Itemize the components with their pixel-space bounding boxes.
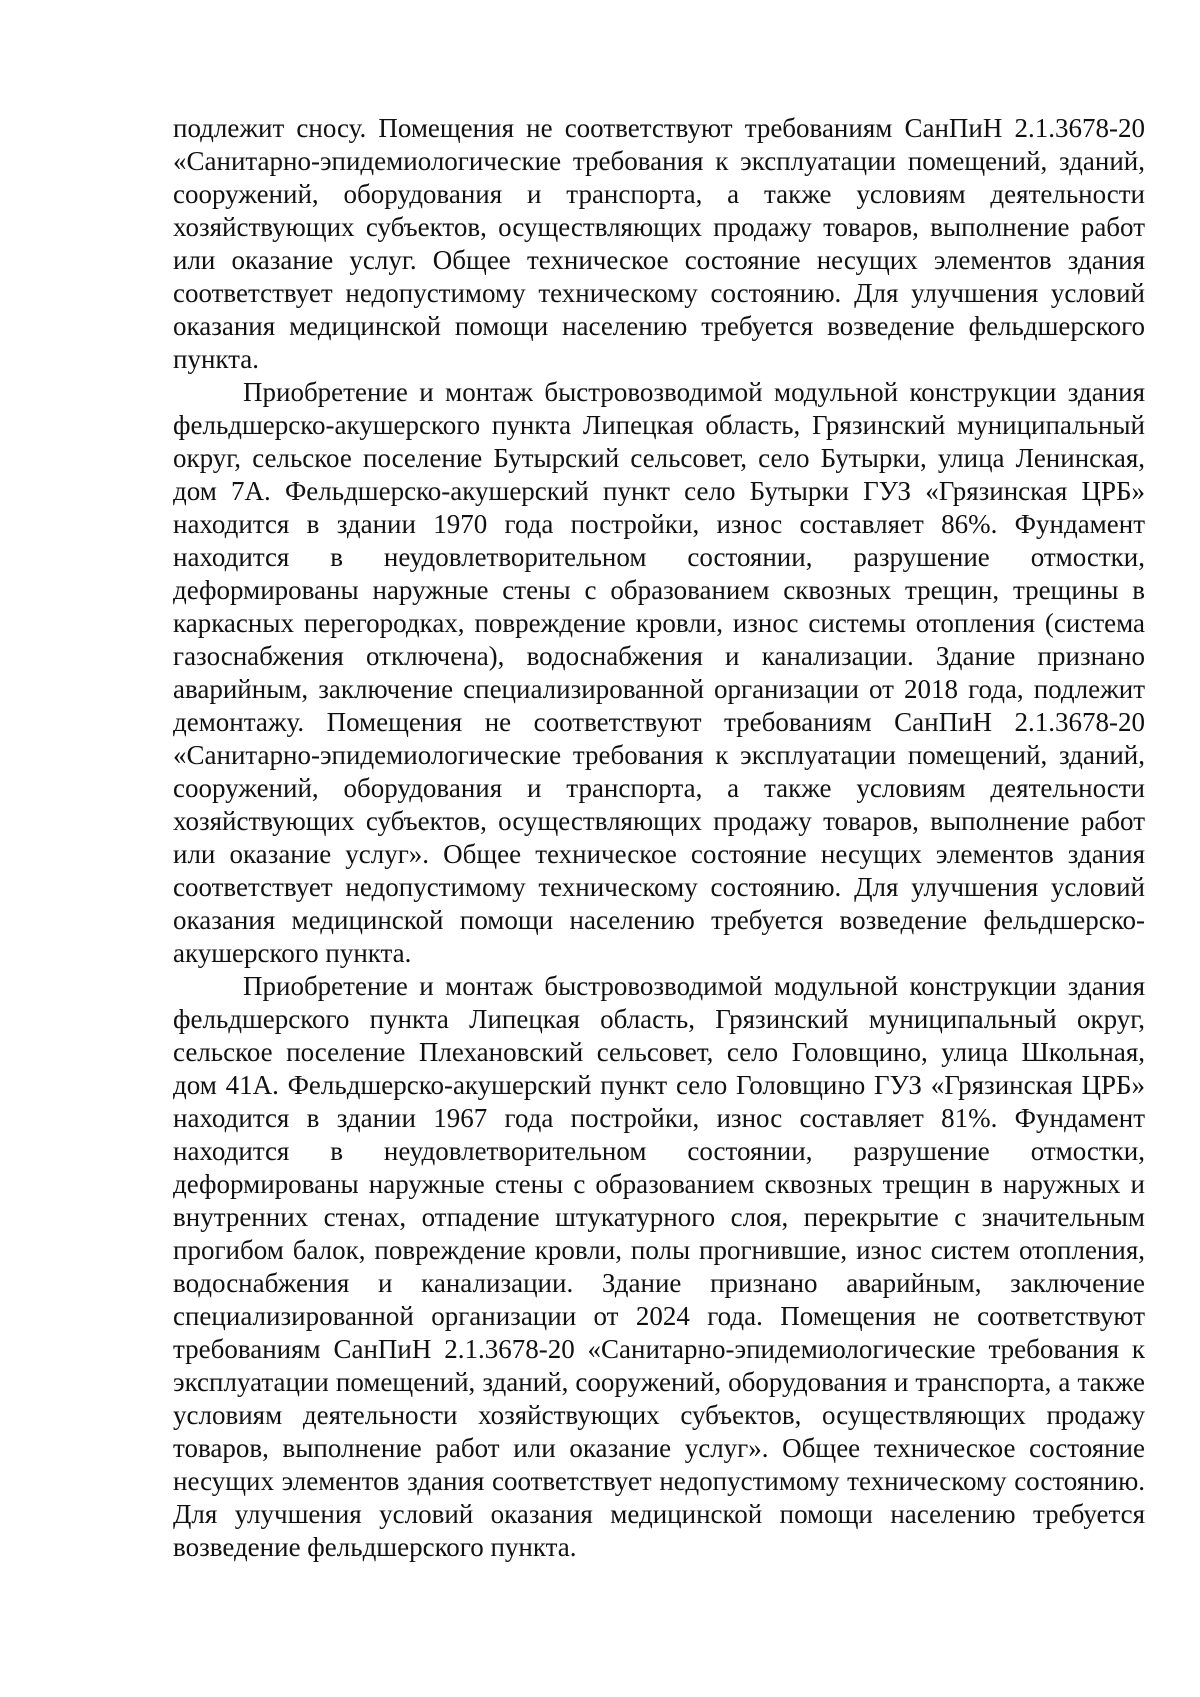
paragraph-golovshchino-fp: Приобретение и монтаж быстровозводимой модульной конструкции здания фельдшерского пункта Липецкая область, Грязинский муниципальный округ, сельское поселение Плехановский сельсовет, село Головщино, улица Школьная, дом 41А. Фельдшерско-акушерский пункт село Головщино ГУЗ «Грязинская ЦРБ» находится в здании 1967 года постройки, износ составляет 81%. Фундамент находится в неудовлетворительном состоянии, разрушение отмостки, деформированы наружные стены с образованием сквозных трещин в наружных и внутренних стенах, отпадение штукатурного слоя, перекрытие с значительным прогибом балок, повреждение кровли, полы прогнившие, износ систем отопления, водоснабжения и канализации. Здание признано аварийным, заключение специализированной организации от 2024 года. Помещения не соответствуют требованиям СанПиН 2.1.3678-20 «Санитарно-эпидемиологические требования к эксплуатации помещений, зданий, сооружений, оборудования и транспорта, а также условиям деятельности хозяйствующих субъектов, осуществляющих продажу товаров, выполнение работ или оказание услуг». Общее техническое состояние несущих элементов здания соответствует недопустимому техническому состоянию. Для улучшения условий оказания медицинской помощи населению требуется возведение фельдшерского пункта. bbox=[173, 971, 1145, 1562]
document-page bbox=[173, 112, 1145, 1564]
paragraph-continuation: подлежит сносу. Помещения не соответствуют требованиям СанПиН 2.1.3678-20 «Санитарно-эпидемиологические требования к эксплуатации помещений, зданий, сооружений, оборудования и транспорта, а также условиям деятельности хозяйствующих субъектов, осуществляющих продажу товаров, выполнение работ или оказание услуг. Общее техническое состояние несущих элементов здания соответствует недопустимому техническому состоянию. Для улучшения условий оказания медицинской помощи населению требуется возведение фельдшерского пункта. bbox=[173, 113, 1145, 374]
paragraph-butyrki-fap: Приобретение и монтаж быстровозводимой модульной конструкции здания фельдшерско-акушерского пункта Липецкая область, Грязинский муниципальный округ, сельское поселение Бутырский сельсовет, село Бутырки, улица Ленинская, дом 7А. Фельдшерско-акушерский пункт село Бутырки ГУЗ «Грязинская ЦРБ» находится в здании 1970 года постройки, износ составляет 86%. Фундамент находится в неудовлетворительном состоянии, разрушение отмостки, деформированы наружные стены с образованием сквозных трещин, трещины в каркасных перегородках, повреждение кровли, износ системы отопления (система газоснабжения отключена), водоснабжения и канализации. Здание признано аварийным, заключение специализированной организации от 2018 года, подлежит демонтажу. Помещения не соответствуют требованиям СанПиН 2.1.3678-20 «Санитарно-эпидемиологические требования к эксплуатации помещений, зданий, сооружений, оборудования и транспорта, а также условиям деятельности хозяйствующих субъектов, осуществляющих продажу товаров, выполнение работ или оказание услуг». Общее техническое состояние несущих элементов здания соответствует недопустимому техническому состоянию. Для улучшения условий оказания медицинской помощи населению требуется возведение фельдшерско-акушерского пункта. bbox=[173, 377, 1145, 968]
